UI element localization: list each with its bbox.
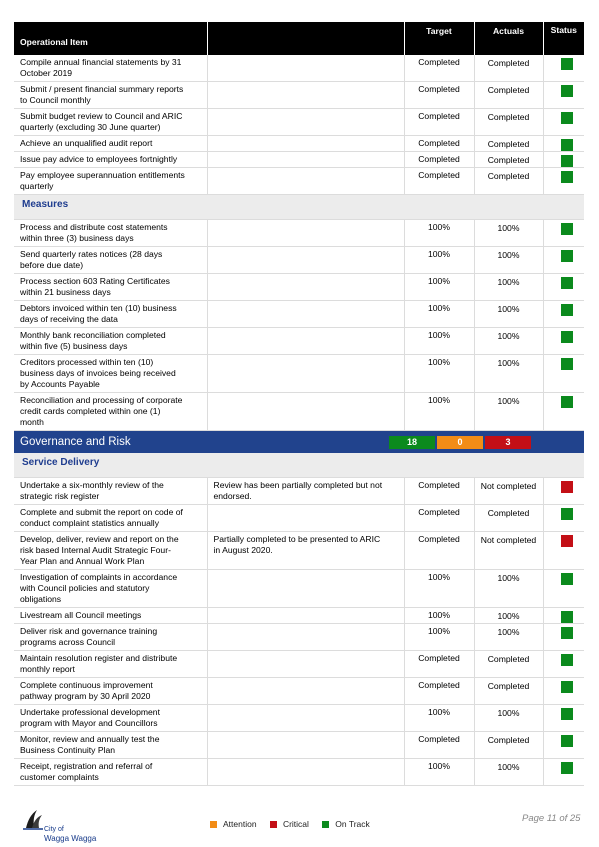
table-row [14,168,584,195]
status-cell [543,759,584,786]
item-cell: Process and distribute cost statements within three (3) business days [14,220,207,247]
legend-critical [270,819,309,829]
comment-cell [207,732,404,759]
table-row [14,220,584,247]
status-square-icon [561,85,573,97]
comment-cell [207,355,404,393]
item-cell: Achieve an unqualified audit report [14,136,207,152]
comment-cell [207,393,404,431]
comment-cell [207,705,404,732]
status-cell [543,624,584,651]
actual-cell: Completed [474,55,543,82]
comment-cell [207,152,404,168]
table-row [14,759,584,786]
comment-cell [207,608,404,624]
target-cell: 100% [404,570,474,608]
actual-cell: 100% [474,624,543,651]
item-cell: Pay employee superannuation entitlements quarterly [14,168,207,195]
table-row [14,328,584,355]
comment-cell [207,651,404,678]
on-track-count-badge: 18 [389,436,435,449]
actual-cell: Completed [474,152,543,168]
item-cell: Complete and submit the report on code of conduct complaint statistics annually [14,505,207,532]
table-row [14,152,584,168]
target-cell: Completed [404,82,474,109]
target-cell: Completed [404,168,474,195]
actual-cell: Completed [474,82,543,109]
legend-attention [210,819,257,829]
comment-cell [207,136,404,152]
actual-cell: 100% [474,220,543,247]
status-square-icon [561,277,573,289]
measures-subheading: Measures [14,195,584,220]
operational-items-group [14,55,584,195]
status-cell [543,651,584,678]
status-cell [543,152,584,168]
target-cell: 100% [404,328,474,355]
item-cell: Reconciliation and processing of corporate credit cards completed within one (1) month [14,393,207,431]
comment-cell [207,168,404,195]
attention-count-badge: 0 [437,436,483,449]
actual-cell: Completed [474,732,543,759]
table-row [14,55,584,82]
status-cell [543,109,584,136]
legend-on-track-label: On Track [335,819,370,829]
status-cell [543,168,584,195]
item-cell: Develop, deliver, review and report on the risk based Internal Audit Strategic Four-Year Plan and Annual Work Plan [14,532,207,570]
comment-cell [207,220,404,247]
status-square-icon [561,358,573,370]
comment-cell [207,247,404,274]
actual-cell: Not completed [474,532,543,570]
status-square-icon [561,112,573,124]
target-cell: 100% [404,608,474,624]
header-operational-item: Operational Item [14,22,207,55]
comment-cell [207,301,404,328]
status-square-icon [561,708,573,720]
target-cell: Completed [404,505,474,532]
table-row [14,624,584,651]
item-cell: Receipt, registration and referral of customer complaints [14,759,207,786]
logo-line1: City of [44,826,64,833]
actual-cell: 100% [474,608,543,624]
section-status-counts [404,431,584,454]
actual-cell: 100% [474,759,543,786]
table-row [14,505,584,532]
comment-cell [207,55,404,82]
actual-cell: 100% [474,247,543,274]
comment-cell [207,505,404,532]
status-square-icon [561,139,573,151]
page-footer [0,800,599,847]
status-square-icon [561,223,573,235]
service-delivery-subheading: Service Delivery [14,453,584,478]
comment-cell [207,678,404,705]
status-cell [543,532,584,570]
status-cell [543,678,584,705]
item-cell: Maintain resolution register and distribute monthly report [14,651,207,678]
critical-count-badge: 3 [485,436,531,449]
actual-cell: 100% [474,328,543,355]
comment-cell [207,624,404,651]
status-cell [543,274,584,301]
item-cell: Submit / present financial summary reports to Council monthly [14,82,207,109]
target-cell: 100% [404,220,474,247]
service-delivery-subheading-row [14,453,584,478]
status-square-icon [561,681,573,693]
table-row [14,678,584,705]
status-cell [543,732,584,759]
table-row [14,608,584,624]
target-cell: Completed [404,136,474,152]
logo-line2: Wagga Wagga [44,834,97,843]
item-cell: Undertake professional development program with Mayor and Councillors [14,705,207,732]
on-track-swatch-icon [322,821,329,828]
target-cell: 100% [404,705,474,732]
comment-cell [207,82,404,109]
attention-swatch-icon [210,821,217,828]
actual-cell: 100% [474,274,543,301]
actual-cell: Completed [474,651,543,678]
section-title: Governance and Risk [14,431,404,454]
measures-group [14,195,584,220]
target-cell: 100% [404,301,474,328]
item-cell: Issue pay advice to employees fortnightly [14,152,207,168]
table-row [14,732,584,759]
target-cell: Completed [404,532,474,570]
status-cell [543,328,584,355]
comment-cell [207,328,404,355]
legend-on-track [322,819,369,829]
actual-cell: Completed [474,505,543,532]
table-row [14,136,584,152]
item-cell: Complete continuous improvement pathway program by 30 April 2020 [14,678,207,705]
item-cell: Submit budget review to Council and ARIC quarterly (excluding 30 June quarter) [14,109,207,136]
actual-cell: Not completed [474,478,543,505]
table-row [14,274,584,301]
service-delivery-items-group [14,478,584,786]
target-cell: Completed [404,732,474,759]
status-cell [543,136,584,152]
comment-cell [207,274,404,301]
status-square-icon [561,535,573,547]
comment-cell [207,570,404,608]
status-cell [543,478,584,505]
actual-cell: 100% [474,355,543,393]
table-row [14,478,584,505]
actual-cell: Completed [474,168,543,195]
comment-cell [207,759,404,786]
item-cell: Process section 603 Rating Certificates within 21 business days [14,274,207,301]
comment-cell: Review has been partially completed but not endorsed. [207,478,404,505]
table-row [14,355,584,393]
actual-cell: Completed [474,109,543,136]
status-square-icon [561,155,573,167]
status-square-icon [561,762,573,774]
status-square-icon [561,508,573,520]
item-cell: Livestream all Council meetings [14,608,207,624]
city-logo [22,808,102,844]
status-square-icon [561,573,573,585]
actual-cell: 100% [474,705,543,732]
status-legend [210,819,381,829]
status-cell [543,247,584,274]
status-square-icon [561,58,573,70]
target-cell: 100% [404,355,474,393]
target-cell: 100% [404,247,474,274]
page-number: Page 11 of 25 [522,813,581,824]
target-cell: 100% [404,759,474,786]
comment-cell: Partially completed to be presented to ARIC in August 2020. [207,532,404,570]
status-cell [543,608,584,624]
actual-cell: 100% [474,570,543,608]
measures-items-group [14,220,584,431]
table-row [14,247,584,274]
table-row [14,570,584,608]
comment-cell [207,109,404,136]
target-cell: Completed [404,651,474,678]
status-square-icon [561,611,573,623]
critical-swatch-icon [270,821,277,828]
actual-cell: 100% [474,393,543,431]
status-square-icon [561,735,573,747]
item-cell: Investigation of complaints in accordance with Council policies and statutory obligations [14,570,207,608]
status-cell [543,82,584,109]
table-row [14,532,584,570]
status-square-icon [561,171,573,183]
status-square-icon [561,331,573,343]
status-cell [543,55,584,82]
target-cell: Completed [404,109,474,136]
item-cell: Deliver risk and governance training programs across Council [14,624,207,651]
table-header [14,22,584,55]
status-cell [543,220,584,247]
status-cell [543,393,584,431]
status-cell [543,505,584,532]
status-cell [543,301,584,328]
crow-emblem-icon [22,808,44,830]
measures-subheading-row [14,195,584,220]
section-band [14,431,584,454]
item-cell: Compile annual financial statements by 31 October 2019 [14,55,207,82]
actual-cell: Completed [474,136,543,152]
actual-cell: Completed [474,678,543,705]
actual-cell: 100% [474,301,543,328]
item-cell: Send quarterly rates notices (28 days before due date) [14,247,207,274]
table-row [14,109,584,136]
item-cell: Creditors processed within ten (10) business days of invoices being received by Accounts Payable [14,355,207,393]
status-square-icon [561,481,573,493]
legend-critical-label: Critical [282,819,309,829]
status-cell [543,705,584,732]
legend-attention-label: Attention [223,819,257,829]
target-cell: Completed [404,152,474,168]
status-square-icon [561,304,573,316]
target-cell: Completed [404,55,474,82]
item-cell: Monitor, review and annually test the Business Continuity Plan [14,732,207,759]
target-cell: Completed [404,478,474,505]
header-target: Target [404,22,474,55]
status-cell [543,570,584,608]
target-cell: Completed [404,678,474,705]
item-cell: Undertake a six-monthly review of the strategic risk register [14,478,207,505]
table-row [14,651,584,678]
table-row [14,82,584,109]
target-cell: 100% [404,393,474,431]
table-row [14,301,584,328]
header-comment [207,22,404,55]
table-row [14,393,584,431]
item-cell: Debtors invoiced within ten (10) business days of receiving the data [14,301,207,328]
status-square-icon [561,250,573,262]
status-square-icon [561,396,573,408]
status-cell [543,355,584,393]
status-square-icon [561,654,573,666]
header-status: Status [543,22,584,55]
item-cell: Monthly bank reconciliation completed within five (5) business days [14,328,207,355]
target-cell: 100% [404,624,474,651]
target-cell: 100% [404,274,474,301]
status-square-icon [561,627,573,639]
governance-section [14,431,584,478]
operational-plan-table [14,22,584,786]
header-actuals: Actuals [474,22,543,55]
table-row [14,705,584,732]
